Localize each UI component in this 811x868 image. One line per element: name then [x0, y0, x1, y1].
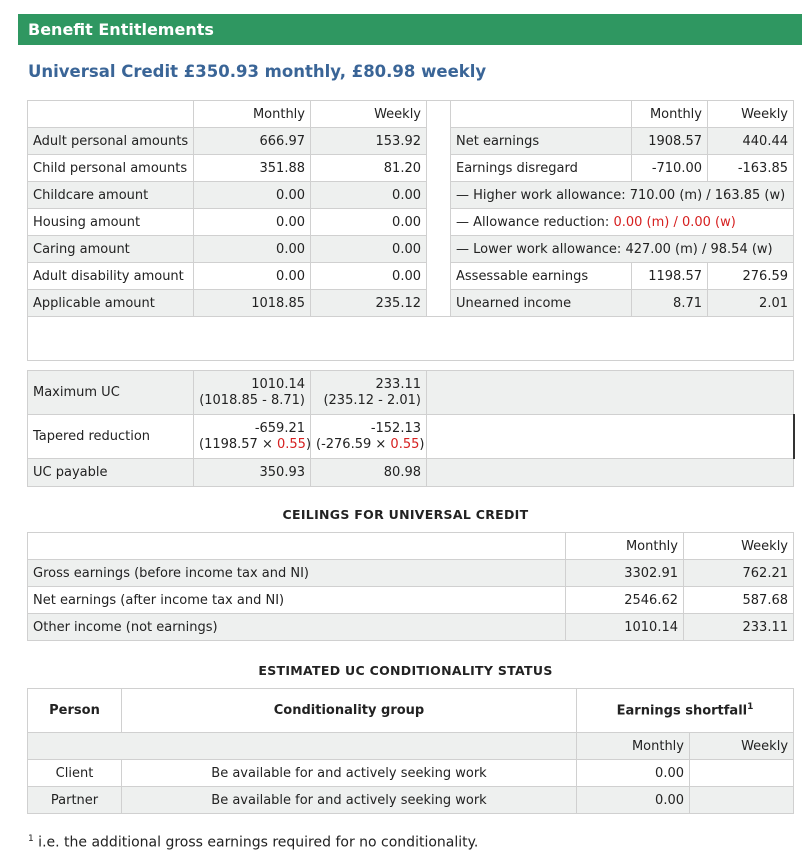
formula-part: (-276.59 ×	[316, 436, 391, 452]
table-row	[28, 587, 794, 614]
filler-cell	[427, 415, 794, 459]
max-uc-monthly-formula: (1018.85 - 8.71)	[199, 392, 305, 408]
monthly-value: 0.00	[194, 263, 311, 290]
spacer-cell	[427, 101, 451, 128]
table-row	[28, 155, 794, 182]
row-label: Maximum UC	[28, 371, 194, 415]
weekly-value: 0.00	[311, 182, 427, 209]
table-row	[28, 560, 794, 587]
max-uc-monthly: 1010.14	[251, 376, 305, 392]
spacer-cell	[427, 155, 451, 182]
monthly-value: 351.88	[194, 155, 311, 182]
table-row	[28, 290, 794, 317]
filler-cell	[427, 459, 794, 487]
spacer-cell	[427, 236, 451, 263]
monthly-value	[194, 415, 311, 459]
weekly-value	[690, 787, 794, 814]
weekly-value: 0.00	[311, 236, 427, 263]
monthly-value: 0.00	[194, 236, 311, 263]
uc-calculation-table	[27, 370, 795, 487]
row-label: Net earnings (after income tax and NI)	[28, 587, 566, 614]
weekly-value: -163.85	[708, 155, 794, 182]
row-label: Tapered reduction	[28, 415, 194, 459]
row-label: Gross earnings (before income tax and NI)	[28, 560, 566, 587]
weekly-value: 80.98	[311, 459, 427, 487]
weekly-value	[311, 415, 427, 459]
table-row	[28, 614, 794, 641]
monthly-value: 1908.57	[632, 128, 708, 155]
taper-rate: 0.55	[277, 436, 306, 452]
monthly-value: 1018.85	[194, 290, 311, 317]
spacer-cell	[427, 209, 451, 236]
ceilings-title: CEILINGS FOR UNIVERSAL CREDIT	[282, 507, 529, 522]
column-header-weekly: Weekly	[690, 733, 794, 760]
header-cell	[451, 101, 632, 128]
weekly-value: 235.12	[311, 290, 427, 317]
monthly-value	[194, 371, 311, 415]
lower-work-allowance: — Lower work allowance: 427.00 (m) / 98.54 (w)	[451, 236, 794, 263]
monthly-value: 0.00	[194, 182, 311, 209]
table-subheader-row	[28, 733, 794, 760]
row-label: Assessable earnings	[451, 263, 632, 290]
monthly-value: -710.00	[632, 155, 708, 182]
taper-rate: 0.55	[390, 436, 420, 452]
taper-monthly-formula	[199, 436, 312, 453]
column-header-weekly: Weekly	[311, 101, 427, 128]
formula-part: )	[419, 436, 425, 452]
monthly-value: 0.00	[194, 209, 311, 236]
column-header-monthly: Monthly	[632, 101, 708, 128]
header-cell	[28, 533, 566, 560]
weekly-value: 81.20	[311, 155, 427, 182]
monthly-value: 350.93	[194, 459, 311, 487]
monthly-value: 0.00	[577, 760, 690, 787]
column-header-shortfall	[577, 689, 794, 733]
column-header-person: Person	[28, 689, 122, 733]
spacer-cell	[427, 128, 451, 155]
monthly-value: 0.00	[577, 787, 690, 814]
footnote-text: i.e. the additional gross earnings required for no conditionality.	[33, 834, 479, 851]
spacer-cell	[427, 290, 451, 317]
spacer-row	[28, 317, 794, 361]
uc-summary-title: Universal Credit £350.93 monthly, £80.98 weekly	[28, 62, 487, 81]
row-label: Child personal amounts	[28, 155, 194, 182]
column-header-monthly: Monthly	[566, 533, 684, 560]
allowance-reduction-value: 0.00 (m) / 0.00 (w)	[613, 214, 736, 230]
table-header-row	[28, 533, 794, 560]
table-row	[28, 128, 794, 155]
spacer-cell	[28, 317, 794, 361]
monthly-value: 1198.57	[632, 263, 708, 290]
weekly-value: 762.21	[684, 560, 794, 587]
column-header-monthly: Monthly	[194, 101, 311, 128]
weekly-value: 587.68	[684, 587, 794, 614]
conditionality-table	[27, 688, 794, 814]
weekly-value: 233.11	[684, 614, 794, 641]
row-label: Housing amount	[28, 209, 194, 236]
person-cell: Partner	[28, 787, 122, 814]
table-row	[28, 209, 794, 236]
taper-weekly: -152.13	[370, 420, 421, 436]
footnote-marker: 1	[747, 702, 754, 713]
ceilings-table	[27, 532, 794, 641]
group-cell: Be available for and actively seeking work	[122, 760, 577, 787]
weekly-value: 2.01	[708, 290, 794, 317]
row-label: Net earnings	[451, 128, 632, 155]
conditionality-title: ESTIMATED UC CONDITIONALITY STATUS	[258, 663, 553, 678]
table-row	[28, 787, 794, 814]
weekly-value: 276.59	[708, 263, 794, 290]
taper-monthly: -659.21	[254, 420, 305, 436]
max-uc-weekly: 233.11	[375, 376, 421, 392]
table-row	[28, 236, 794, 263]
allowance-reduction-label: — Allowance reduction:	[456, 214, 614, 230]
formula-part: (1198.57 ×	[199, 436, 277, 452]
spacer-cell	[427, 182, 451, 209]
filler-cell	[427, 371, 794, 415]
weekly-value: 153.92	[311, 128, 427, 155]
header-cell	[28, 101, 194, 128]
person-cell: Client	[28, 760, 122, 787]
table-header-row	[28, 689, 794, 733]
max-uc-weekly-formula: (235.12 - 2.01)	[323, 392, 421, 408]
weekly-value: 0.00	[311, 263, 427, 290]
group-cell: Be available for and actively seeking work	[122, 787, 577, 814]
monthly-value: 1010.14	[566, 614, 684, 641]
row-label: UC payable	[28, 459, 194, 487]
higher-work-allowance: — Higher work allowance: 710.00 (m) / 163.85 (w)	[451, 182, 794, 209]
taper-weekly-formula	[316, 436, 425, 453]
column-header-monthly: Monthly	[577, 733, 690, 760]
weekly-value	[311, 371, 427, 415]
row-label: Adult disability amount	[28, 263, 194, 290]
monthly-value: 2546.62	[566, 587, 684, 614]
allowance-reduction	[451, 209, 794, 236]
row-label: Other income (not earnings)	[28, 614, 566, 641]
column-header-group: Conditionality group	[122, 689, 577, 733]
column-header-weekly: Weekly	[684, 533, 794, 560]
entitlement-breakdown-table	[27, 100, 794, 361]
column-header-weekly: Weekly	[708, 101, 794, 128]
row-label: Earnings disregard	[451, 155, 632, 182]
weekly-value: 440.44	[708, 128, 794, 155]
row-label: Childcare amount	[28, 182, 194, 209]
spacer-cell	[427, 263, 451, 290]
row-label: Unearned income	[451, 290, 632, 317]
row-label: Caring amount	[28, 236, 194, 263]
weekly-value: 0.00	[311, 209, 427, 236]
footnote-marker: 1	[28, 834, 34, 844]
table-row	[28, 459, 794, 487]
monthly-value: 666.97	[194, 128, 311, 155]
header-cell	[28, 733, 577, 760]
weekly-value	[690, 760, 794, 787]
section-header: Benefit Entitlements	[18, 14, 802, 45]
footnote	[28, 834, 478, 851]
table-row	[28, 415, 794, 459]
row-label: Adult personal amounts	[28, 128, 194, 155]
formula-part: )	[305, 436, 312, 452]
monthly-value: 3302.91	[566, 560, 684, 587]
table-header-row	[28, 101, 794, 128]
monthly-value: 8.71	[632, 290, 708, 317]
table-row	[28, 760, 794, 787]
shortfall-label: Earnings shortfall	[616, 703, 748, 719]
table-row	[28, 371, 794, 415]
table-row	[28, 182, 794, 209]
table-row	[28, 263, 794, 290]
row-label: Applicable amount	[28, 290, 194, 317]
